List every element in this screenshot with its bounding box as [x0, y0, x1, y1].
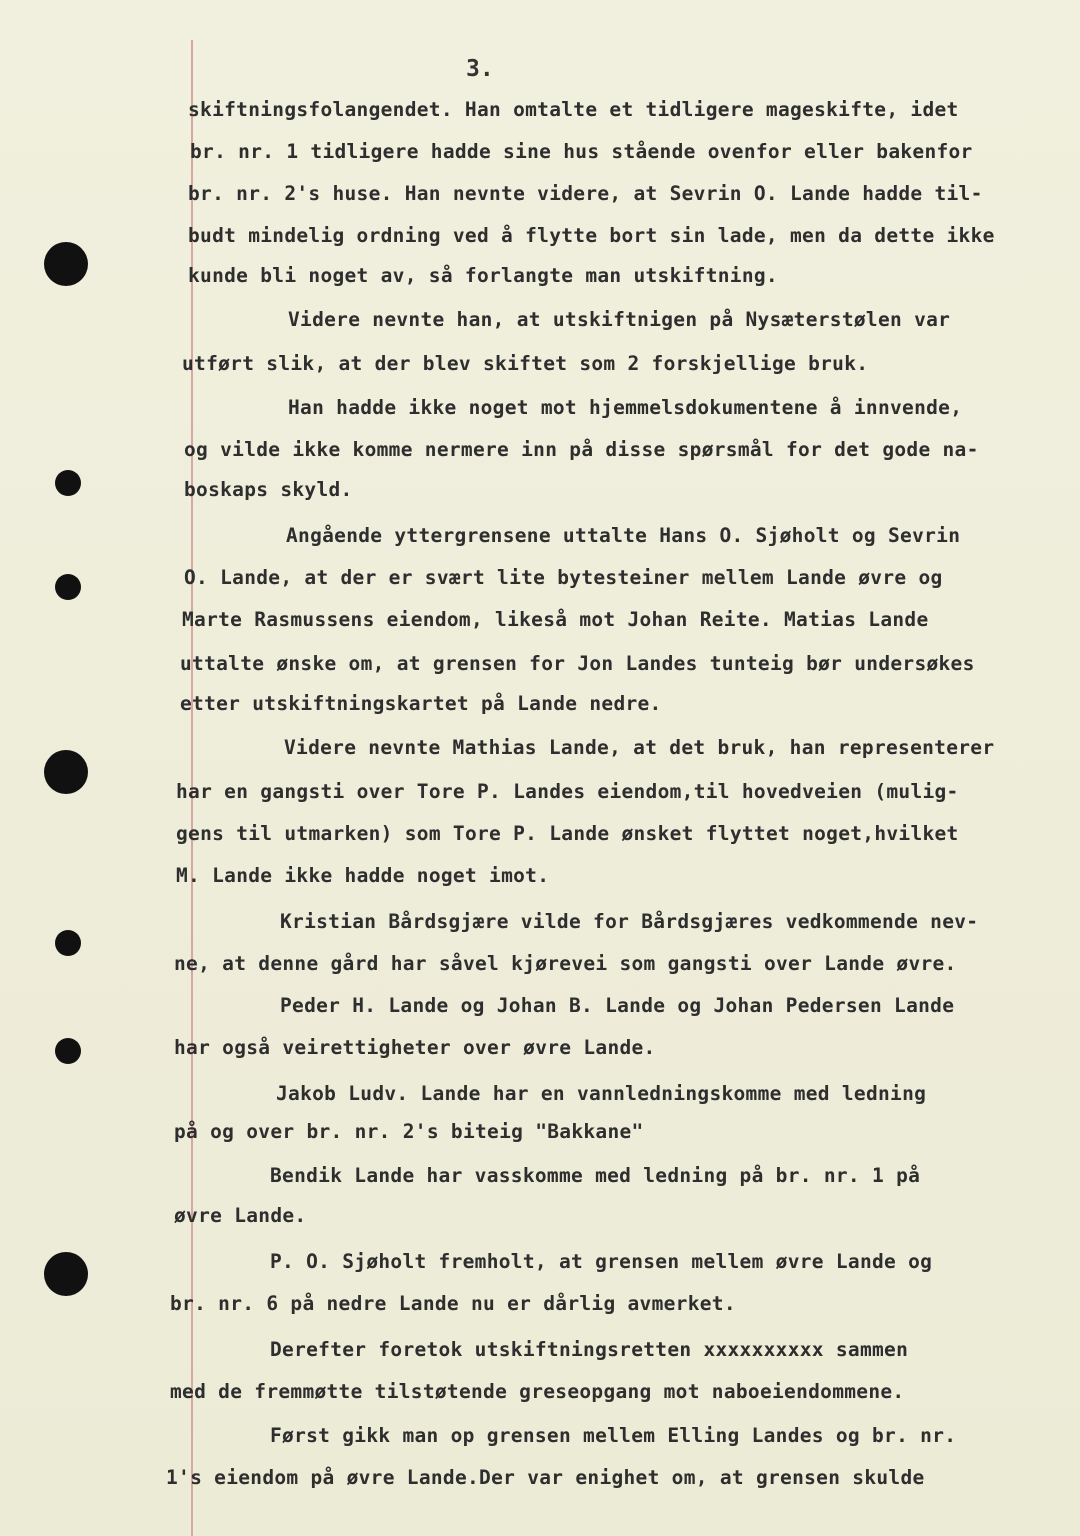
text-line: Marte Rasmussens eiendom, likeså mot Johan Reite. Matias Lande [182, 608, 929, 631]
text-line: ne, at denne gård har såvel kjørevei som gangsti over Lande øvre. [174, 952, 957, 975]
text-line: O. Lande, at der er svært lite bytesteiner mellem Lande øvre og [184, 566, 943, 589]
text-line: har en gangsti over Tore P. Landes eiendom,til hovedveien (mulig- [176, 780, 959, 803]
text-line: Videre nevnte Mathias Lande, at det bruk, han representerer [284, 736, 995, 759]
page-number: 3. [466, 56, 494, 82]
text-line: Kristian Bårdsgjære vilde for Bårdsgjæres vedkommende nev- [280, 910, 979, 933]
text-line: Angående yttergrensene uttalte Hans O. Sjøholt og Sevrin [286, 524, 961, 547]
text-line: br. nr. 2's huse. Han nevnte videre, at Sevrin O. Lande hadde til- [188, 182, 983, 205]
text-line: Bendik Lande har vasskomme med ledning på br. nr. 1 på [270, 1164, 921, 1187]
text-line: har også veirettigheter over øvre Lande. [174, 1036, 656, 1059]
punch-hole [44, 750, 88, 794]
text-line: og vilde ikke komme nermere inn på disse spørsmål for det gode na- [184, 438, 979, 461]
text-line: boskaps skyld. [184, 478, 353, 501]
text-line: 1's eiendom på øvre Lande.Der var enighet om, at grensen skulde [166, 1466, 925, 1489]
text-line: uttalte ønske om, at grensen for Jon Landes tunteig bør undersøkes [180, 652, 975, 675]
text-line: Jakob Ludv. Lande har en vannledningskomme med ledning [276, 1082, 927, 1105]
text-line: etter utskiftningskartet på Lande nedre. [180, 692, 662, 715]
text-line: Peder H. Lande og Johan B. Lande og Johan Pedersen Lande [280, 994, 955, 1017]
text-line: på og over br. nr. 2's biteig "Bakkane" [174, 1120, 644, 1143]
punch-hole [44, 242, 88, 286]
text-line: M. Lande ikke hadde noget imot. [176, 864, 550, 887]
punch-hole [55, 930, 81, 956]
text-line: med de fremmøtte tilstøtende greseopgang mot naboeiendommene. [170, 1380, 905, 1403]
text-line: br. nr. 1 tidligere hadde sine hus stående ovenfor eller bakenfor [190, 140, 973, 163]
text-line: Han hadde ikke noget mot hjemmelsdokumentene å innvende, [288, 396, 963, 419]
punch-hole [55, 574, 81, 600]
punch-hole [55, 470, 81, 496]
punch-hole [55, 1038, 81, 1064]
text-line: gens til utmarken) som Tore P. Lande ønsket flyttet noget,hvilket [176, 822, 959, 845]
text-line: budt mindelig ordning ved å flytte bort sin lade, men da dette ikke [188, 224, 995, 247]
text-line: utført slik, at der blev skiftet som 2 forskjellige bruk. [182, 352, 869, 375]
text-line: øvre Lande. [174, 1204, 307, 1227]
punch-hole [44, 1252, 88, 1296]
text-line: br. nr. 6 på nedre Lande nu er dårlig avmerket. [170, 1292, 736, 1315]
text-line: skiftningsfolangendet. Han omtalte et tidligere mageskifte, idet [188, 98, 959, 121]
text-line: Videre nevnte han, at utskiftnigen på Nysæterstølen var [288, 308, 951, 331]
text-line: P. O. Sjøholt fremholt, at grensen mellem øvre Lande og [270, 1250, 933, 1273]
text-line: kunde bli noget av, så forlangte man utskiftning. [188, 264, 778, 287]
text-line: Først gikk man op grensen mellem Elling Landes og br. nr. [270, 1424, 957, 1447]
text-line: Derefter foretok utskiftningsretten xxxxxxxxxx sammen [270, 1338, 909, 1361]
